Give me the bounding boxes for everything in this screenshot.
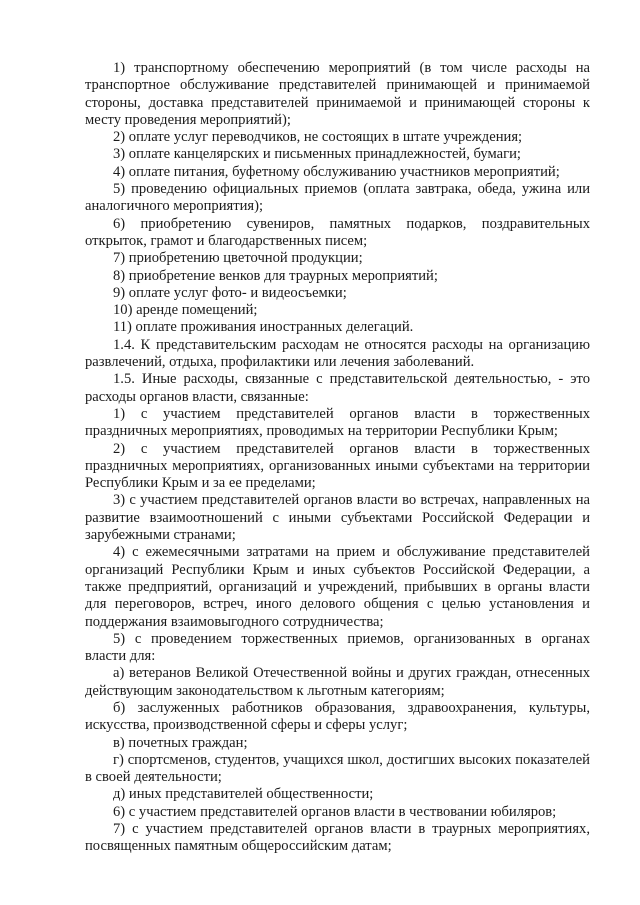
paragraph: 2) с участием представителей органов власти в торжественных праздничных мероприятиях, организованных иными субъектами на территории Республики Крым и за ее пределами; bbox=[85, 440, 590, 492]
section-paragraph: 1.4. К представительским расходам не относятся расходы на организацию развлечений, отдыха, профилактики или лечения заболеваний. bbox=[85, 336, 590, 371]
paragraph: 6) с участием представителей органов власти в чествовании юбиляров; bbox=[113, 803, 557, 820]
paragraph: 4) с ежемесячными затратами на прием и обслуживание представителей организаций Республики Крым и иных субъектов Российской Федерации, а также предприятий, организаций и учреждений, прибывших в органы власти для переговоров, встреч, иного делового общения с целью установления и поддержания взаимовыгодного сотрудничества; bbox=[85, 544, 590, 630]
paragraph: 5) проведению официальных приемов (оплата завтрака, обеда, ужина или аналогичного мероприятия); bbox=[85, 181, 590, 215]
paragraph: 9) оплате услуг фото- и видеосъемки; bbox=[113, 284, 347, 301]
paragraph: 4) оплате питания, буфетному обслуживанию участников мероприятий; bbox=[113, 163, 560, 180]
paragraph: 7) с участием представителей органов власти в траурных мероприятиях, посвященных памятным общероссийским датам; bbox=[85, 821, 590, 855]
paragraph: б) заслуженных работников образования, здравоохранения, культуры, искусства, производственной сферы и сферы услуг; bbox=[85, 699, 590, 734]
section-paragraph: 1.5. Иные расходы, связанные с представительской деятельностью, - это расходы органов власти, связанные: bbox=[85, 371, 590, 405]
paragraph: 1) транспортному обеспечению мероприятий (в том числе расходы на транспортное обслуживание представителей принимающей и принимаемой стороны, доставка представителей принимаемой и принимающей стороны к месту проведения мероприятий); bbox=[85, 60, 590, 128]
paragraph: 11) оплате проживания иностранных делегаций. bbox=[113, 319, 414, 336]
paragraph: 6) приобретению сувениров, памятных подарков, поздравительных открыток, грамот и благодарственных писем; bbox=[85, 215, 590, 249]
paragraph: г) спортсменов, студентов, учащихся школ, достигших высоких показателей в своей деятельности; bbox=[85, 751, 590, 786]
document-body bbox=[85, 60, 590, 856]
paragraph: 5) с проведением торжественных приемов, организованных в органах власти для: bbox=[85, 630, 590, 665]
paragraph: 1) с участием представителей органов власти в торжественных праздничных мероприятиях, проводимых на территории Республики Крым; bbox=[85, 405, 590, 440]
paragraph: 8) приобретение венков для траурных мероприятий; bbox=[113, 267, 438, 284]
paragraph: 10) аренде помещений; bbox=[113, 302, 258, 319]
paragraph: 3) с участием представителей органов власти во встречах, направленных на развитие взаимоотношений с иными субъектами Российской Федерации и зарубежными странами; bbox=[85, 492, 590, 544]
paragraph: 7) приобретению цветочной продукции; bbox=[113, 250, 363, 267]
paragraph: 2) оплате услуг переводчиков, не состоящих в штате учреждения; bbox=[113, 129, 523, 146]
paragraph: д) иных представителей общественности; bbox=[113, 786, 374, 803]
paragraph: а) ветеранов Великой Отечественной войны и других граждан, отнесенных действующим законодательством к льготным категориям; bbox=[85, 665, 590, 699]
paragraph: в) почетных граждан; bbox=[113, 734, 248, 751]
paragraph: 3) оплате канцелярских и письменных принадлежностей, бумаги; bbox=[113, 146, 521, 163]
